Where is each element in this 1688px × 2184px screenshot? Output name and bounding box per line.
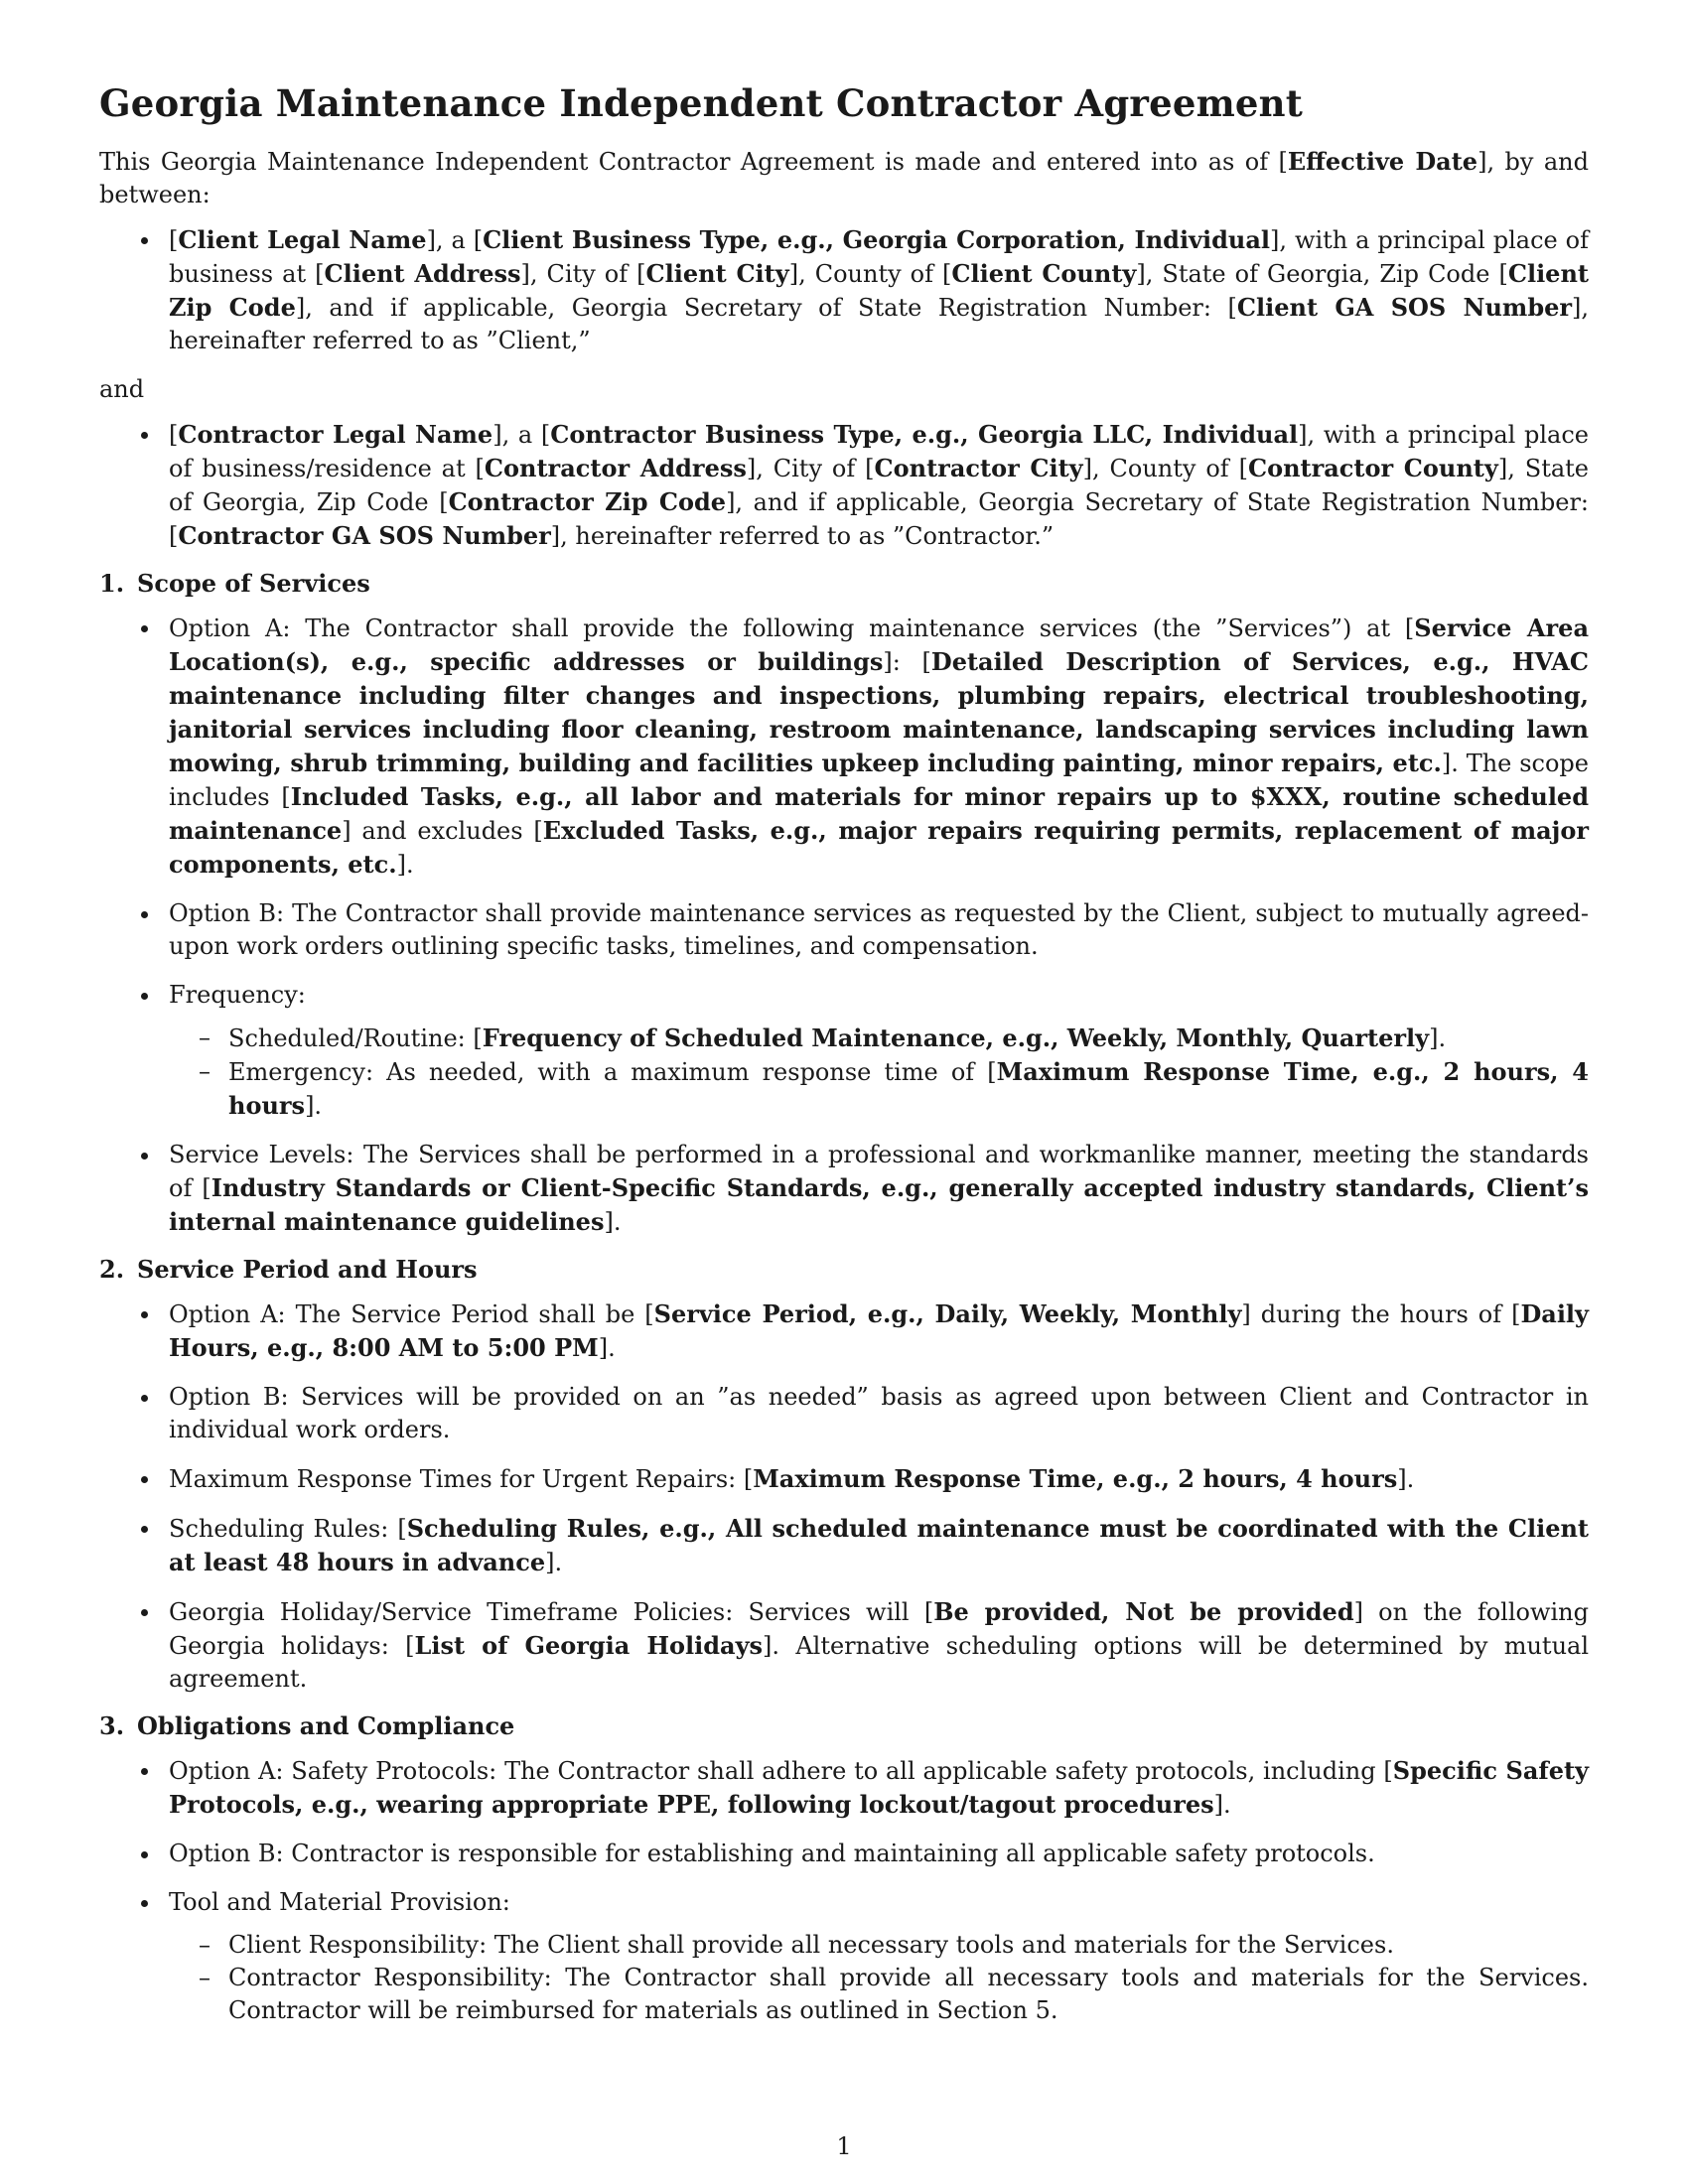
client-party-list <box>99 223 1589 357</box>
contractor-party-list <box>99 418 1589 553</box>
document-title: Georgia Maintenance Independent Contractor Agreement <box>99 81 1304 125</box>
document-page <box>99 81 1589 2043</box>
s2-option-b: Option B: Services will be provided on an ”as needed” basis as agreed upon between Client and Contractor in individual work orders. <box>169 1381 1589 1446</box>
frequency-emergency: – Emergency: As needed, with a maximum response time of [Maximum Response Time, e.g., 2 hours, 4 hours]. <box>228 1055 1589 1123</box>
s2-scheduling-rules: Scheduling Rules: [Scheduling Rules, e.g., All scheduled maintenance must be coordinated with the Client at least 48 hours in advance]. <box>169 1512 1589 1579</box>
page-number: 1 <box>836 2132 852 2160</box>
frequency-sublist <box>169 1022 1589 1123</box>
client-party-item: [Client Legal Name], a [Client Business Type, e.g., Georgia Corporation, Individual], with a principal place of business at [Client Address], City of [Client City], County of [Client County], State of Georgia, Zip Code [Client Zip Code], and if applicable, Georgia Secretary of State Registration Number: [Client GA SOS Number], hereinafter referred to as ”Client,” <box>169 223 1589 357</box>
section-2-heading: 2. Service Period and Hours <box>99 1255 478 1284</box>
section-3-list <box>99 1754 1589 2027</box>
s1-option-b: Option B: The Contractor shall provide maintenance services as requested by the Client, subject to mutually agreed-upon work orders outlining specific tasks, timelines, and compensation. <box>169 897 1589 963</box>
section-3-heading: 3. Obligations and Compliance <box>99 1711 515 1740</box>
and-separator: and <box>99 375 145 403</box>
contractor-party-item: [Contractor Legal Name], a [Contractor Business Type, e.g., Georgia LLC, Individual], with a principal place of business/residence at [Contractor Address], City of [Contractor City], County of [Contractor County], State of Georgia, Zip Code [Contractor Zip Code], and if applicable, Georgia Secretary of State Registration Number: [Contractor GA SOS Number], hereinafter referred to as ”Contractor.” <box>169 418 1589 553</box>
section-2-list <box>99 1297 1589 1696</box>
s1-frequency: Frequency: – Scheduled/Routine: [Frequency of Scheduled Maintenance, e.g., Weekly, Monthly, Quarterly]. – Emergency: As needed, with a maximum response time of [Maximum Response Time, e.g., 2 hours, 4 hours]. <box>169 979 1589 1123</box>
s3-option-a: Option A: Safety Protocols: The Contractor shall adhere to all applicable safety protocols, including [Specific Safety Protocols, e.g., wearing appropriate PPE, following lockout/tagout procedures]. <box>169 1754 1589 1822</box>
s3-option-b: Option B: Contractor is responsible for establishing and maintaining all applicable safety protocols. <box>169 1838 1589 1870</box>
s1-service-levels: Service Levels: The Services shall be performed in a professional and workmanlike manner, meeting the standards of [Industry Standards or Client-Specific Standards, e.g., generally accepted industry standards, Client’s internal maintenance guidelines]. <box>169 1139 1589 1239</box>
s2-response-times: Maximum Response Times for Urgent Repairs: [Maximum Response Time, e.g., 2 hours, 4 hours]. <box>169 1462 1589 1496</box>
tools-contractor-responsibility: – Contractor Responsibility: The Contractor shall provide all necessary tools and materials for the Services. Contractor will be reimbursed for materials as outlined in Section 5. <box>228 1962 1589 2027</box>
s2-holiday-policies: Georgia Holiday/Service Timeframe Policies: Services will [Be provided, Not be provided] on the following Georgia holidays: [List of Georgia Holidays]. Alternative scheduling options will be determined by mutual agreement. <box>169 1595 1589 1696</box>
s2-option-a: Option A: The Service Period shall be [Service Period, e.g., Daily, Weekly, Monthly] during the hours of [Daily Hours, e.g., 8:00 AM to 5:00 PM]. <box>169 1297 1589 1365</box>
section-1-list <box>99 612 1589 1239</box>
s3-tools-materials: Tool and Material Provision: – Client Responsibility: The Client shall provide all necessary tools and materials for the Services. – Contractor Responsibility: The Contractor shall provide all necessary tools and materials for the Services. Contractor will be reimbursed for materials as outlined in Section 5. <box>169 1886 1589 2027</box>
tools-client-responsibility: – Client Responsibility: The Client shall provide all necessary tools and materials for the Services. <box>228 1929 1589 1962</box>
tools-sublist <box>169 1929 1589 2027</box>
intro-paragraph: This Georgia Maintenance Independent Contractor Agreement is made and entered into as of [Effective Date], by and between: <box>99 147 1589 208</box>
frequency-scheduled: – Scheduled/Routine: [Frequency of Scheduled Maintenance, e.g., Weekly, Monthly, Quarterly]. <box>228 1022 1589 1055</box>
section-1-heading: 1. Scope of Services <box>99 569 370 598</box>
s1-option-a: Option A: The Contractor shall provide the following maintenance services (the ”Services”) at [Service Area Location(s), e.g., specific addresses or buildings]: [Detailed Description of Services, e.g., HVAC maintenance including filter changes and inspections, plumbing repairs, electrical troubleshooting, janitorial services including floor cleaning, restroom maintenance, landscaping services including lawn mowing, shrub trimming, building and facilities upkeep including painting, minor repairs, etc.]. The scope includes [Included Tasks, e.g., all labor and materials for minor repairs up to $XXX, routine scheduled maintenance] and excludes [Excluded Tasks, e.g., major repairs requiring permits, replacement of major components, etc.]. <box>169 612 1589 882</box>
